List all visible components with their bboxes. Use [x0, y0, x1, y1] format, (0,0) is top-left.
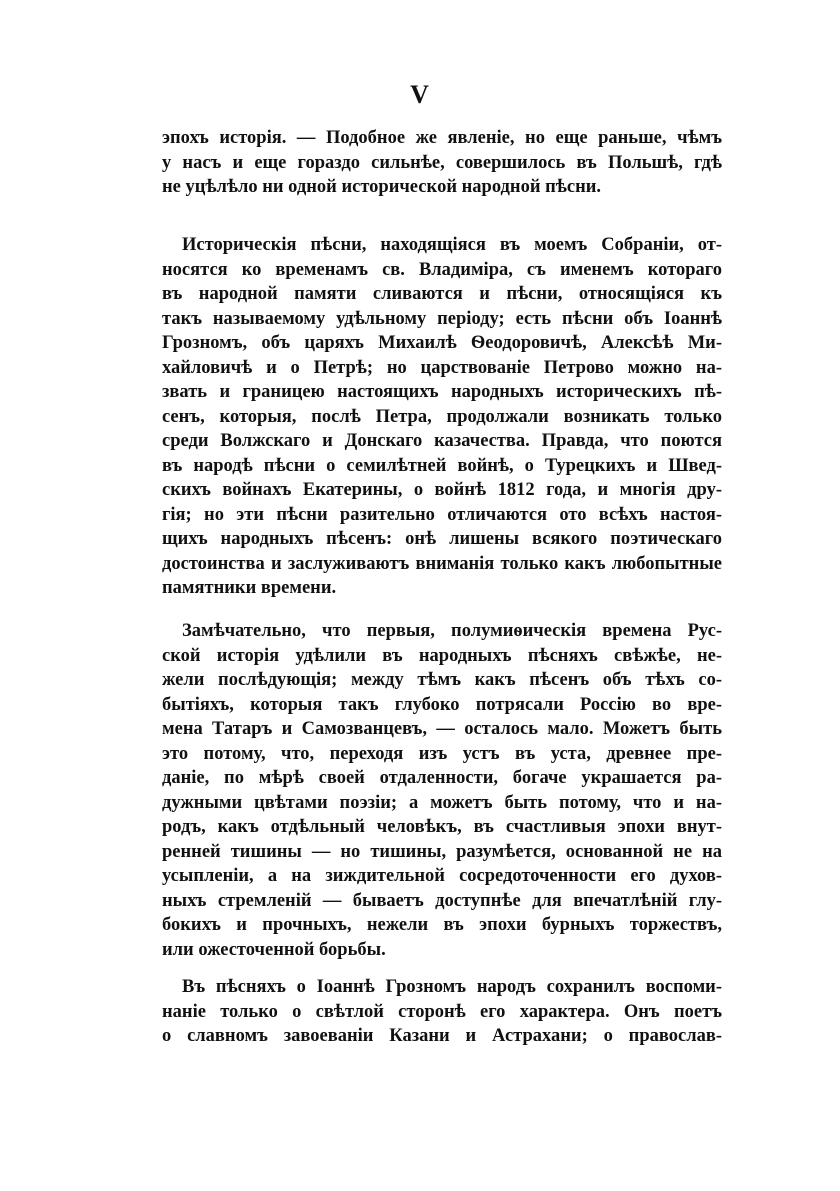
text-line: щихъ народныхъ пѣсенъ: онѣ лишены всякого поэтическаго [162, 529, 722, 549]
text-line: усыпленіи, а на зиждительной сосредоточенности его духов- [162, 866, 722, 886]
paragraph-1 [162, 126, 722, 200]
text-line: не уцѣлѣло ни одной историческoй народной пѣсни. [162, 177, 602, 197]
text-line: у насъ и еще гораздо сильнѣе, совершилось въ Польшѣ, гдѣ [162, 152, 722, 173]
text-line: сенъ, которыя, послѣ Петра, продолжали возникать только [162, 406, 722, 427]
text-line: скихъ войнахъ Екатерины, о войнѣ 1812 года, и многія дру- [162, 480, 722, 500]
text-line: въ народной памяти сливаются и пѣсни, относящіяся къ [162, 284, 722, 304]
text-line: это потому, что, переходя изъ устъ въ уста, древнее пре- [162, 743, 722, 764]
text-line: дужными цвѣтами поэзіи; а можетъ быть потому, что и на- [162, 792, 722, 813]
text-line: Въ пѣсняхъ о Іоаннѣ Грозномъ народъ сохранилъ воспоми- [182, 977, 722, 997]
text-line: о славномъ завоеваніи Казани и Астрахани; о православ- [162, 1026, 722, 1046]
text-line: памятники времени. [162, 578, 337, 598]
text-line: наніе только о свѣтлой сторонѣ его характера. Онъ поетъ [162, 1001, 722, 1022]
paragraph-3 [162, 619, 722, 962]
text-line: достоинства и заслуживаютъ вниманія только какъ любопытные [162, 553, 722, 574]
text-line: хайловичѣ и о Петрѣ; но царствованіе Петрово можно на- [162, 357, 722, 378]
paragraph-4 [162, 975, 722, 1049]
text-line: ской исторія удѣлили въ народныхъ пѣсняхъ свѣжѣе, не- [162, 645, 722, 666]
text-line: такъ называемому удѣльному періоду; есть пѣсни объ Іоаннѣ [162, 308, 722, 329]
text-line: въ народѣ пѣсни о семилѣтней войнѣ, о Турецкихъ и Швед- [162, 455, 722, 476]
text-line: гія; но эти пѣсни разительно отличаются ото всѣхъ настоя- [162, 504, 722, 525]
text-line: бытіяхъ, которыя такъ глубоко потрясали Россію во вре- [162, 694, 722, 715]
text-line: эпохъ исторія. — Подобное же явленіе, но еще раньше, чѣмъ [162, 128, 722, 148]
text-line: Грозномъ, объ царяхъ Михаилѣ Ѳеодоровичѣ, Алексѣѣ Ми- [162, 333, 722, 353]
paragraph-2 [162, 233, 722, 601]
text-line: ныхъ стремленій — бываетъ доступнѣе для впечатлѣній глу- [162, 890, 722, 911]
text-line: ренней тишины — но тишины, разумѣется, основанной не на [162, 841, 722, 862]
text-line: родъ, какъ отдѣльный человѣкъ, въ счастливыя эпохи внут- [162, 817, 722, 837]
text-line: жели послѣдующія; между тѣмъ какъ пѣсенъ объ тѣхъ со- [162, 670, 722, 690]
page-number: V [410, 80, 430, 109]
text-line: звать и границею настоящихъ народныхъ историческихъ пѣ- [162, 382, 722, 402]
text-line: мена Татаръ и Самозванцевъ, — осталось мало. Можетъ быть [162, 719, 722, 739]
text-line: даніе, по мѣрѣ своей отдаленности, богаче украшается ра- [162, 768, 722, 788]
text-line: Замѣчательно, что первыя, полумиѳическія времена Рус- [182, 621, 722, 641]
text-line: среди Волжскаго и Донскаго казачества. Правда, что поются [162, 431, 722, 451]
text-line: Историческія пѣсни, находящіяся въ моемъ Собраніи, от- [182, 235, 722, 255]
text-line: носятся ко временамъ св. Владиміра, съ именемъ котораго [162, 259, 722, 280]
text-line: бокихъ и прочныхъ, нежели въ эпохи бурныхъ торжествъ, [162, 915, 722, 935]
text-line: или ожесточенной борьбы. [162, 939, 386, 960]
